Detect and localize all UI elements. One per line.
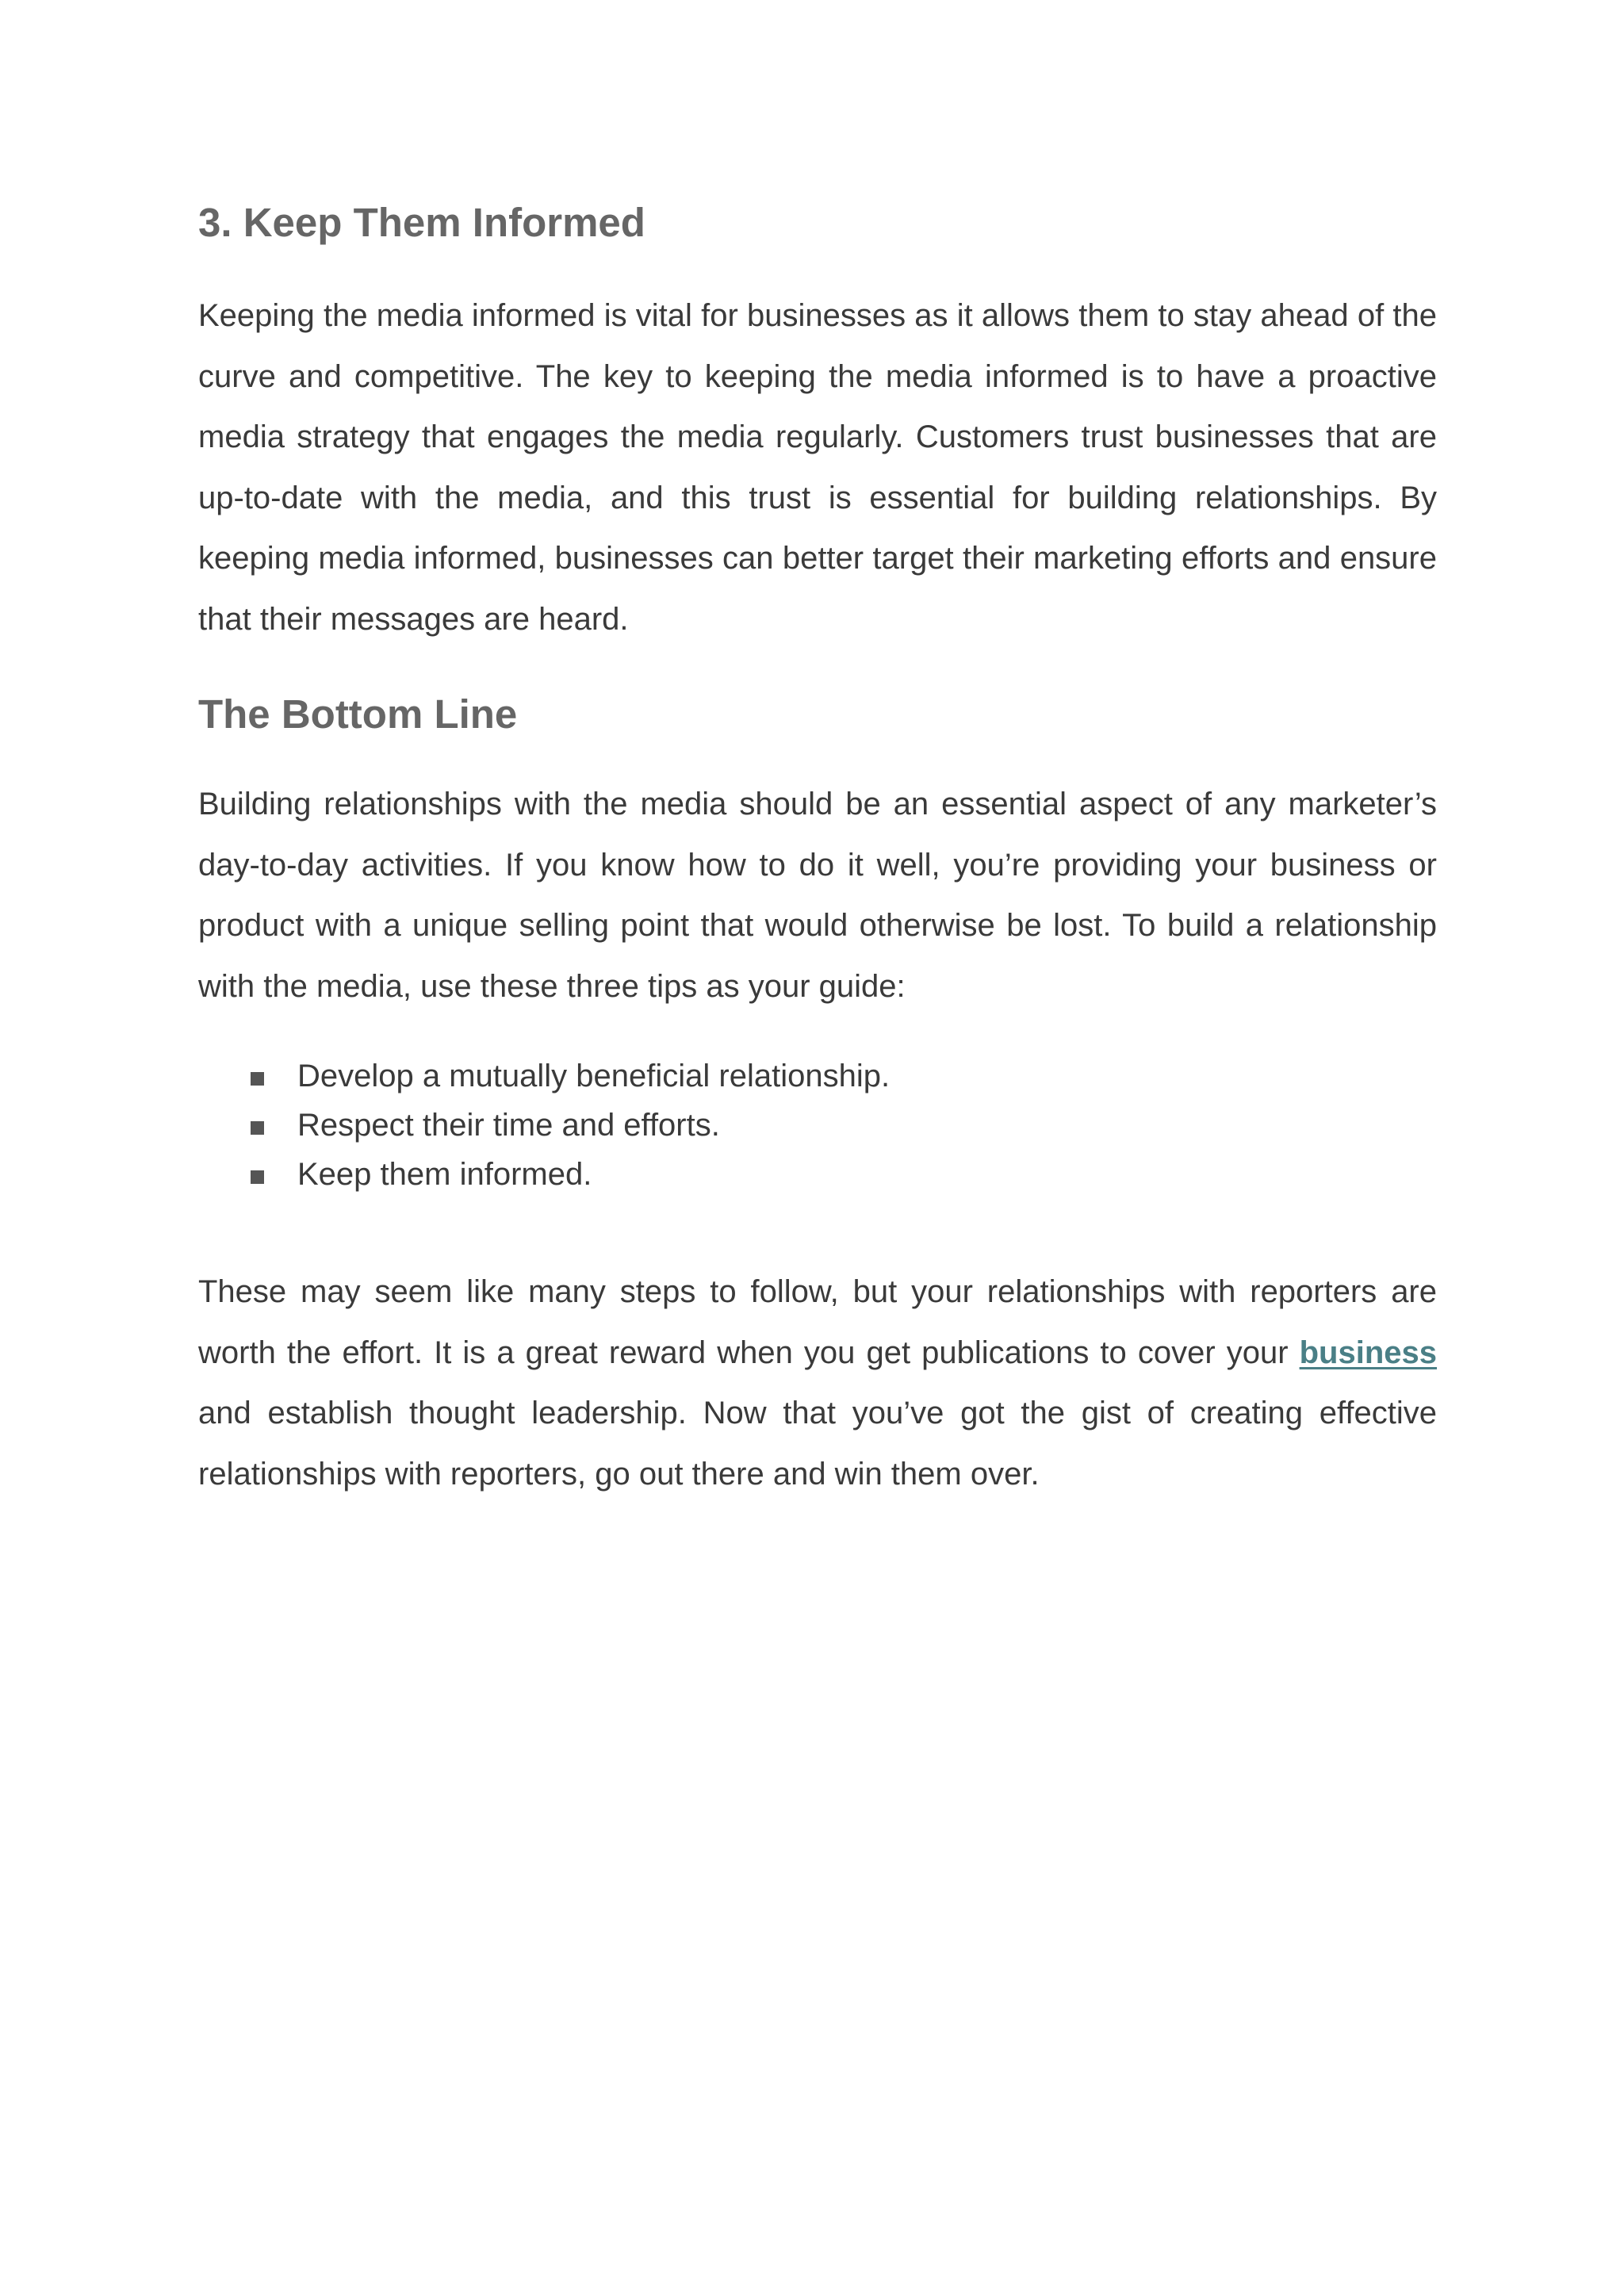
closing-text-end: and establish thought leadership. Now that you’ve got the gist of creating effective relationships with reporters, go out there and win them over. bbox=[198, 1396, 1437, 1492]
business-link[interactable]: business bbox=[1299, 1335, 1437, 1370]
list-item-text: Develop a mutually beneficial relationship. bbox=[297, 1059, 891, 1093]
square-bullet-icon bbox=[251, 1121, 264, 1135]
section-heading-keep-them-informed: 3. Keep Them Informed bbox=[198, 200, 645, 245]
paragraph-bottom-line: Building relationships with the media should be an essential aspect of any marketer’s day-to-day activities. If you know how to do it well, you’re providing your business or product with a unique selling point that would otherwise be lost. To build a relationship with the media, use these three tips as your guide: bbox=[198, 787, 1437, 1004]
list-item bbox=[198, 1051, 1437, 1101]
list-item-text: Respect their time and efforts. bbox=[297, 1108, 720, 1143]
paragraph-closing bbox=[198, 1262, 1437, 1504]
square-bullet-icon bbox=[251, 1072, 264, 1086]
list-item bbox=[198, 1150, 1437, 1199]
tips-list bbox=[198, 1051, 1437, 1199]
closing-text-start: These may seem like many steps to follow, but your relationships with reporters are worth the effort. It is a great reward when you get publications to cover your bbox=[198, 1274, 1437, 1370]
paragraph-keep-them-informed: Keeping the media informed is vital for businesses as it allows them to stay ahead of the curve and competitive. The key to keeping the media informed is to have a proactive media strategy that engages the media regularly. Customers trust businesses that are up-to-date with the media, and this trust is essential for building relationships. By keeping media informed, businesses can better target their marketing efforts and ensure that their messages are heard. bbox=[198, 298, 1437, 637]
list-item-text: Keep them informed. bbox=[297, 1157, 592, 1192]
square-bullet-icon bbox=[251, 1170, 264, 1184]
section-heading-bottom-line: The Bottom Line bbox=[198, 691, 518, 737]
list-item bbox=[198, 1101, 1437, 1150]
